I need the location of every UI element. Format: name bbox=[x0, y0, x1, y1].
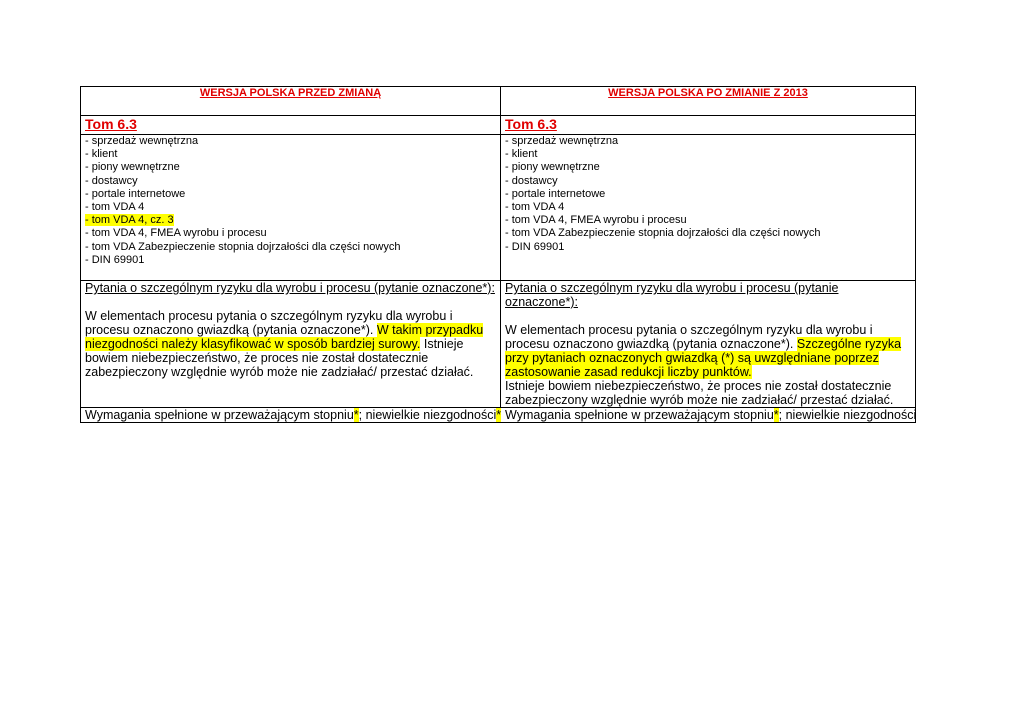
list-item bbox=[505, 161, 911, 174]
paragraph-right-rest: Istnieje bowiem niebezpieczeństwo, że proces nie został dostatecznie zabezpieczony względnie wyrób może nie zadziałać/ przestać działać. bbox=[505, 379, 894, 407]
requirements-left bbox=[81, 408, 501, 423]
list-item-text: - piony wewnętrzne bbox=[85, 161, 180, 174]
list-item-text: - tom VDA Zabezpieczenie stopnia dojrzałości dla części nowych bbox=[85, 240, 401, 253]
list-item bbox=[85, 201, 496, 214]
list-right bbox=[501, 135, 916, 281]
header-left: WERSJA POLSKA PRZED ZMIANĄ bbox=[81, 87, 501, 116]
paragraph-right-intro: W elementach procesu pytania o szczególnym ryzyku dla wyrobu i procesu oznaczono gwiazdką (pytania oznaczone*). bbox=[505, 323, 873, 351]
paragraph-right bbox=[501, 281, 916, 408]
list-item-text: - tom VDA 4 bbox=[85, 201, 145, 214]
list-item-text: - portale internetowe bbox=[85, 187, 186, 200]
volume-left-cell bbox=[81, 116, 501, 135]
list-item bbox=[505, 241, 911, 254]
volume-left: Tom 6.3 bbox=[85, 116, 137, 132]
list-item-text: - klient bbox=[85, 148, 118, 161]
list-left bbox=[81, 135, 501, 281]
paragraph-left-intro: W elementach procesu pytania o szczególnym ryzyku dla wyrobu i procesu oznaczono gwiazdką (pytania oznaczone*). bbox=[85, 309, 453, 337]
paragraph-right-highlight: Szczególne ryzyka przy pytaniach oznaczonych gwiazdką (*) są uwzględniane poprzez zastosowanie zasad redukcji liczby punktów. bbox=[505, 337, 902, 379]
header-row bbox=[81, 87, 916, 116]
list-item-text: - tom VDA 4 bbox=[505, 201, 565, 214]
paragraph-left-title: Pytania o szczególnym ryzyku dla wyrobu i procesu (pytanie oznaczone*): bbox=[85, 281, 495, 295]
list-item-text: - DIN 69901 bbox=[85, 253, 145, 266]
requirements-right bbox=[501, 408, 916, 423]
list-row bbox=[81, 135, 916, 281]
list-item bbox=[85, 254, 496, 267]
list-item bbox=[505, 148, 911, 161]
requirements-right-part2: ; niewielkie niezgodności bbox=[778, 408, 917, 422]
paragraph-right-title: Pytania o szczególnym ryzyku dla wyrobu i procesu (pytanie oznaczone*): bbox=[505, 281, 839, 309]
paragraph-left bbox=[81, 281, 501, 408]
list-item-text: - tom VDA Zabezpieczenie stopnia dojrzałości dla części nowych bbox=[505, 227, 821, 240]
list-item bbox=[505, 214, 911, 227]
requirements-left-part1: Wymagania spełnione w przeważającym stopniu bbox=[85, 408, 354, 422]
list-item bbox=[85, 148, 496, 161]
list-item bbox=[505, 188, 911, 201]
list-item-text: - sprzedaż wewnętrzna bbox=[85, 135, 199, 147]
volume-right: Tom 6.3 bbox=[505, 116, 557, 132]
list-item-text: - sprzedaż wewnętrzna bbox=[505, 135, 619, 147]
paragraph-left-rest: Istnieje bowiem niebezpieczeństwo, że proces nie został dostatecznie zabezpieczony względnie wyrób może nie zadziałać/ przestać działać. bbox=[85, 337, 474, 379]
list-item bbox=[85, 188, 496, 201]
list-item-text: - dostawcy bbox=[505, 174, 558, 187]
requirements-right-star1: * bbox=[773, 408, 779, 422]
header-right: WERSJA POLSKA PO ZMIANIE Z 2013 bbox=[501, 87, 916, 116]
list-item bbox=[85, 214, 496, 227]
requirements-right-part1: Wymagania spełnione w przeważającym stopniu bbox=[505, 408, 774, 422]
list-item bbox=[505, 201, 911, 214]
requirements-left-star2: * bbox=[496, 408, 502, 422]
list-item-text: - portale internetowe bbox=[505, 187, 606, 200]
requirements-left-star1: * bbox=[353, 408, 359, 422]
list-item bbox=[85, 241, 496, 254]
list-item-text: - dostawcy bbox=[85, 174, 138, 187]
list-item-text: - piony wewnętrzne bbox=[505, 161, 600, 174]
list-item bbox=[85, 175, 496, 188]
volume-right-cell bbox=[501, 116, 916, 135]
requirements-row bbox=[81, 408, 916, 423]
list-item bbox=[85, 227, 496, 240]
comparison-table bbox=[80, 86, 916, 423]
list-item bbox=[505, 227, 911, 240]
paragraph-left-highlight: W takim przypadku niezgodności należy klasyfikować w sposób bardziej surowy. bbox=[85, 323, 484, 351]
list-item-text: - tom VDA 4, FMEA wyrobu i procesu bbox=[85, 227, 267, 240]
requirements-left-part2: ; niewielkie niezgodności bbox=[358, 408, 497, 422]
list-item bbox=[85, 135, 496, 148]
list-item bbox=[505, 135, 911, 148]
list-item-text: - DIN 69901 bbox=[505, 240, 565, 253]
list-item-text: - tom VDA 4, FMEA wyrobu i procesu bbox=[505, 214, 687, 227]
volume-row bbox=[81, 116, 916, 135]
list-item-text: - klient bbox=[505, 148, 538, 161]
list-item bbox=[505, 175, 911, 188]
list-item bbox=[85, 161, 496, 174]
paragraph-row bbox=[81, 281, 916, 408]
list-item-text: - tom VDA 4, cz. 3 bbox=[85, 214, 174, 227]
